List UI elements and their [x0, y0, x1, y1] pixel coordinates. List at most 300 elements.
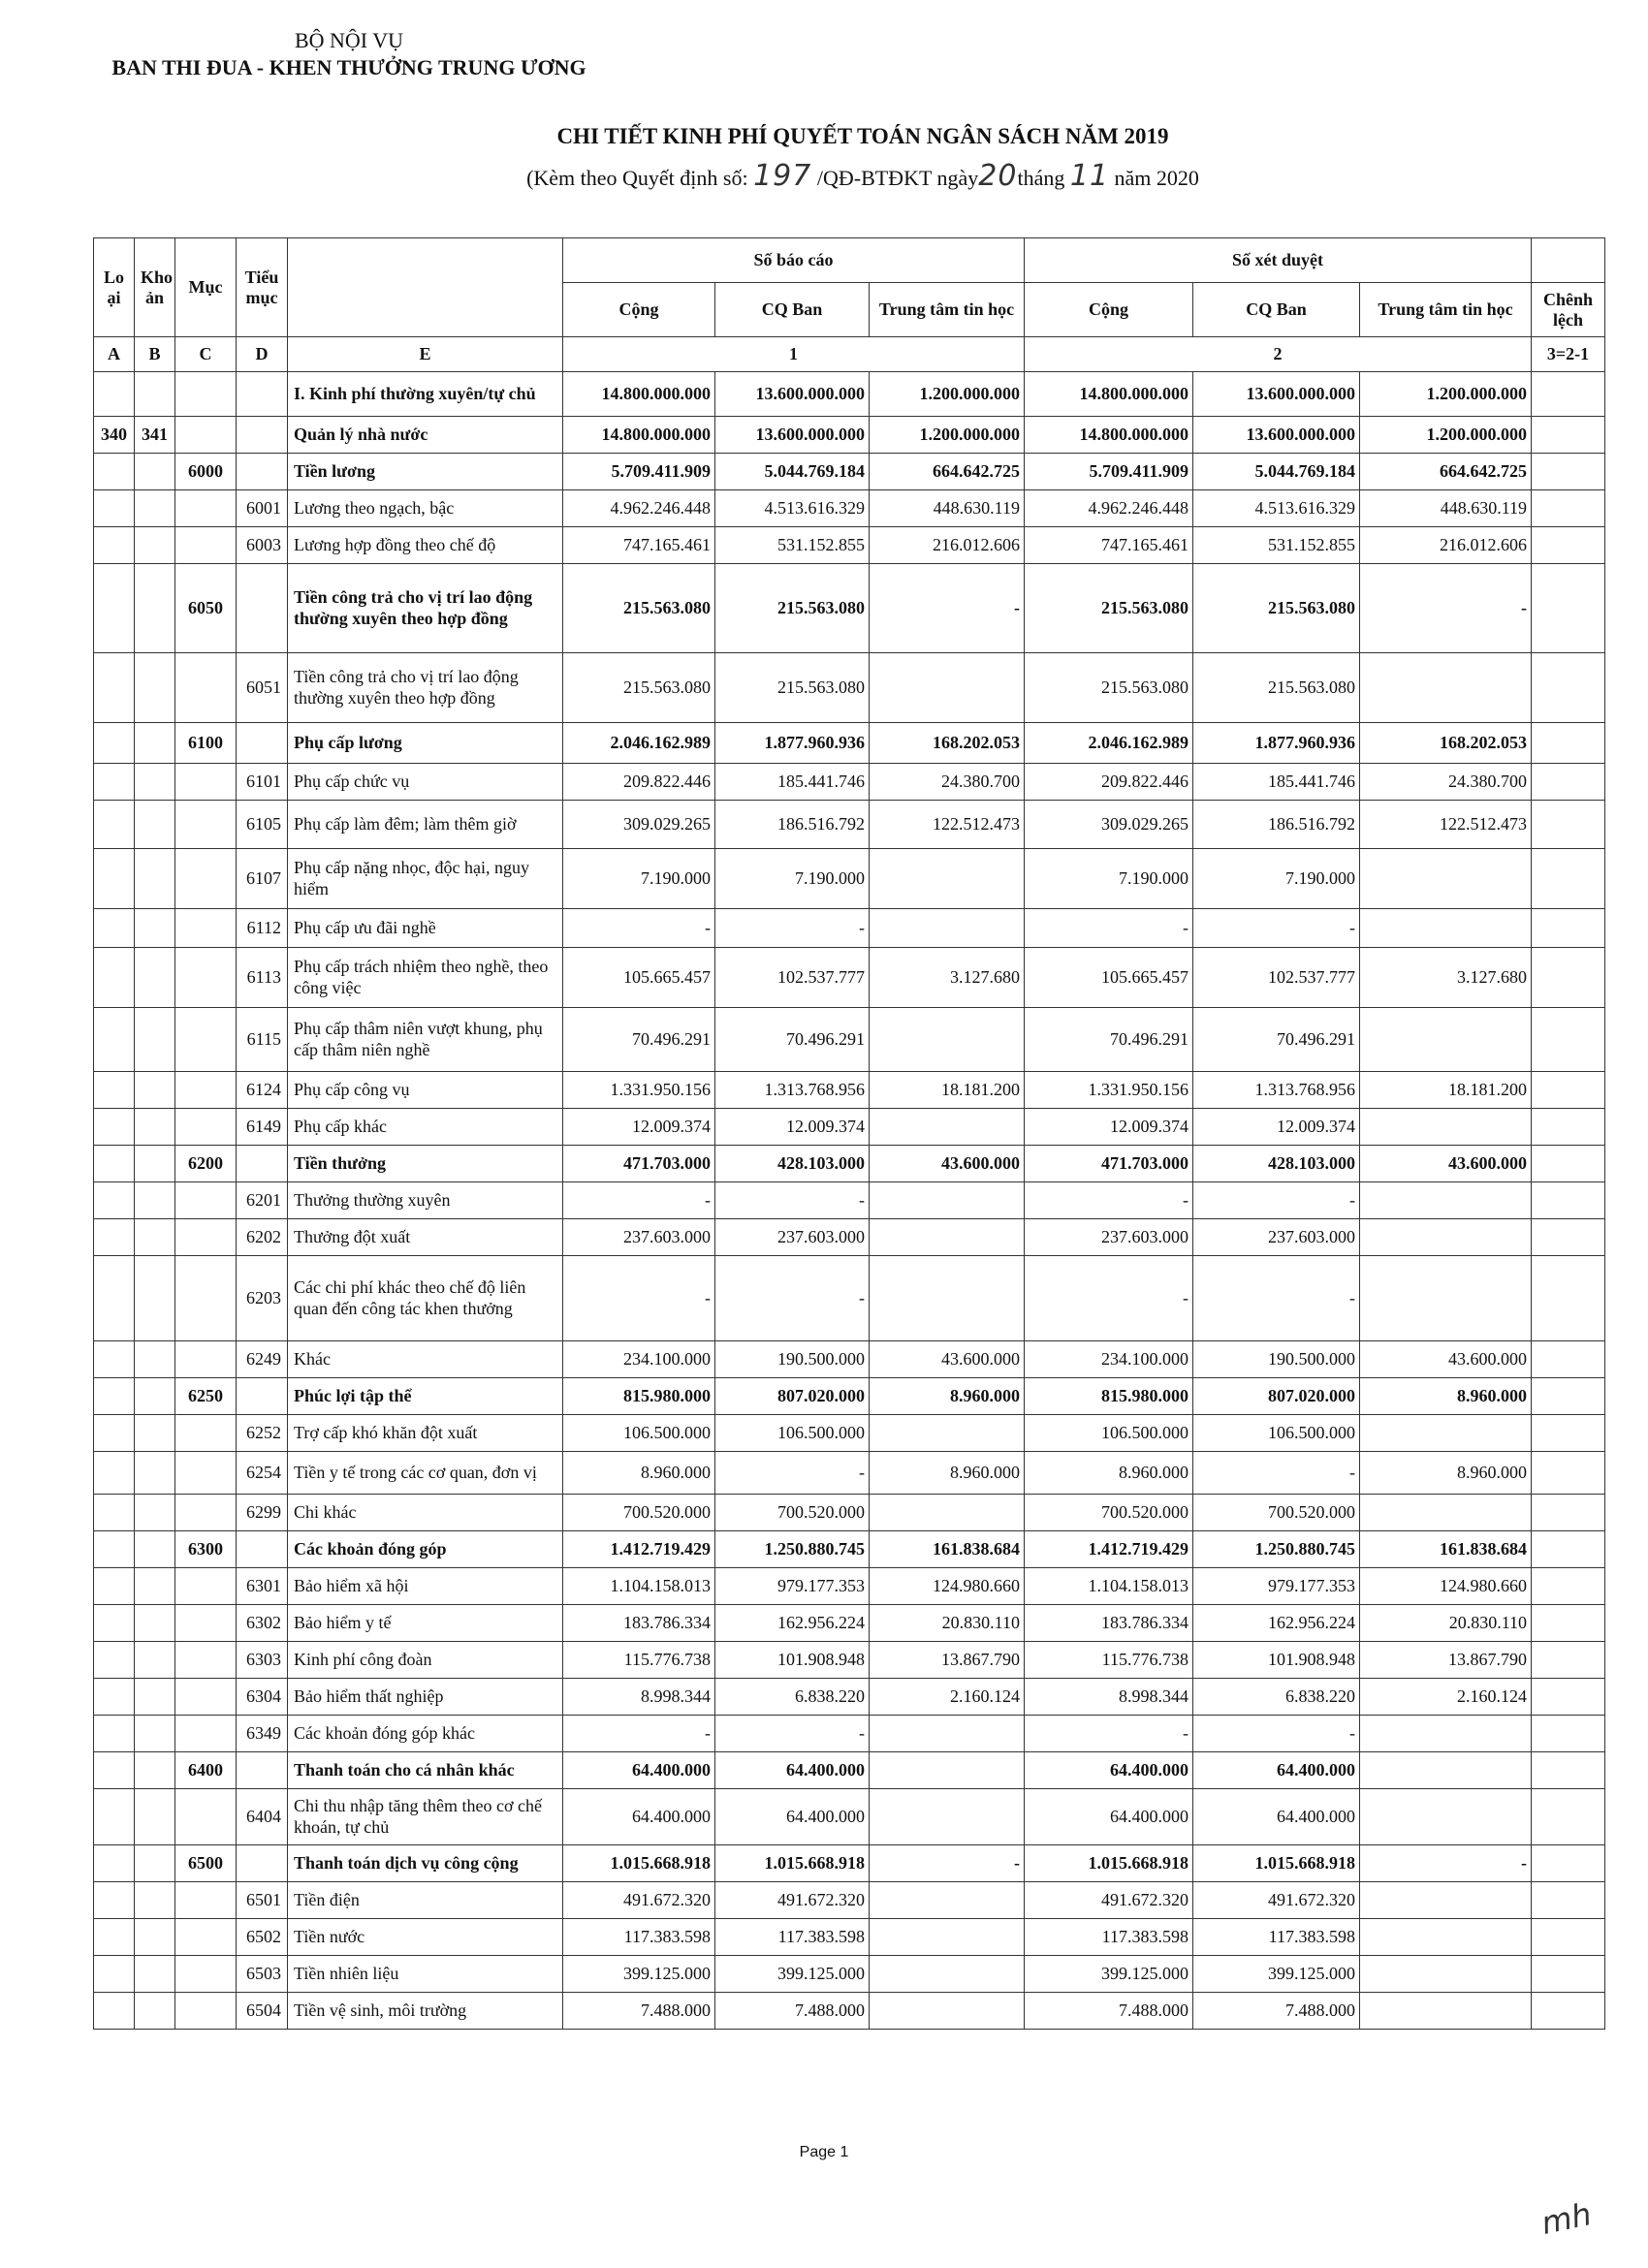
- cell-bc-trung-tam: [870, 1109, 1025, 1146]
- cell-description: Thanh toán cho cá nhân khác: [288, 1752, 563, 1789]
- cell-bc-cong: 209.822.446: [563, 764, 715, 801]
- cell-xd-cong: 309.029.265: [1025, 801, 1193, 849]
- cell-muc: [175, 764, 237, 801]
- cell-bc-cong: 2.046.162.989: [563, 723, 715, 764]
- table-row: [94, 1219, 1605, 1256]
- cell-xd-cq-ban: 1.877.960.936: [1193, 723, 1360, 764]
- table-row: [94, 417, 1605, 454]
- cell-bc-trung-tam: [870, 1008, 1025, 1072]
- handwritten-month: 11: [1069, 159, 1110, 193]
- cell-bc-cq-ban: -: [715, 909, 870, 948]
- cell-muc: [175, 1452, 237, 1495]
- idx-e: E: [288, 337, 563, 372]
- cell-bc-trung-tam: 43.600.000: [870, 1341, 1025, 1378]
- cell-xd-trung-tam: [1360, 1415, 1532, 1452]
- table-row: [94, 1341, 1605, 1378]
- cell-tieu-muc: 6115: [237, 1008, 288, 1072]
- cell-chenh-lech: [1532, 1605, 1605, 1642]
- table-row: [94, 1109, 1605, 1146]
- cell-muc: [175, 1495, 237, 1531]
- cell-muc: [175, 490, 237, 527]
- cell-tieu-muc: 6502: [237, 1919, 288, 1956]
- cell-tieu-muc: 6501: [237, 1882, 288, 1919]
- table-row: [94, 1882, 1605, 1919]
- cell-tieu-muc: [237, 1531, 288, 1568]
- cell-bc-cong: 14.800.000.000: [563, 372, 715, 417]
- cell-bc-cong: 471.703.000: [563, 1146, 715, 1182]
- cell-loai: [94, 1993, 135, 2030]
- cell-bc-trung-tam: 20.830.110: [870, 1605, 1025, 1642]
- cell-xd-cq-ban: 237.603.000: [1193, 1219, 1360, 1256]
- cell-xd-cq-ban: 13.600.000.000: [1193, 417, 1360, 454]
- cell-xd-trung-tam: 8.960.000: [1360, 1378, 1532, 1415]
- cell-xd-trung-tam: 161.838.684: [1360, 1531, 1532, 1568]
- cell-loai: [94, 1415, 135, 1452]
- cell-bc-trung-tam: [870, 1182, 1025, 1219]
- cell-bc-trung-tam: [870, 1789, 1025, 1845]
- idx-a: A: [94, 337, 135, 372]
- cell-bc-cq-ban: 13.600.000.000: [715, 417, 870, 454]
- cell-loai: [94, 1495, 135, 1531]
- cell-xd-trung-tam: [1360, 1219, 1532, 1256]
- cell-khoan: [135, 564, 175, 653]
- cell-loai: [94, 527, 135, 564]
- cell-muc: [175, 948, 237, 1008]
- cell-bc-cq-ban: 185.441.746: [715, 764, 870, 801]
- cell-chenh-lech: [1532, 1679, 1605, 1716]
- cell-bc-cq-ban: 12.009.374: [715, 1109, 870, 1146]
- idx-c: C: [175, 337, 237, 372]
- table-header: [94, 238, 1605, 372]
- cell-tieu-muc: 6112: [237, 909, 288, 948]
- cell-bc-cq-ban: 215.563.080: [715, 653, 870, 723]
- cell-bc-cq-ban: 7.190.000: [715, 849, 870, 909]
- cell-xd-trung-tam: [1360, 1956, 1532, 1993]
- cell-chenh-lech: [1532, 1956, 1605, 1993]
- cell-loai: [94, 1531, 135, 1568]
- cell-xd-cq-ban: 162.956.224: [1193, 1605, 1360, 1642]
- cell-chenh-lech: [1532, 1993, 1605, 2030]
- cell-khoan: [135, 723, 175, 764]
- cell-bc-trung-tam: [870, 1919, 1025, 1956]
- cell-tieu-muc: 6105: [237, 801, 288, 849]
- table-row: [94, 1845, 1605, 1882]
- cell-description: Tiền nước: [288, 1919, 563, 1956]
- cell-description: Tiền thưởng: [288, 1146, 563, 1182]
- cell-xd-cong: 183.786.334: [1025, 1605, 1193, 1642]
- cell-description: Thưởng đột xuất: [288, 1219, 563, 1256]
- cell-tieu-muc: [237, 372, 288, 417]
- cell-description: Tiền vệ sinh, môi trường: [288, 1993, 563, 2030]
- table-row: [94, 1642, 1605, 1679]
- cell-chenh-lech: [1532, 1109, 1605, 1146]
- cell-chenh-lech: [1532, 564, 1605, 653]
- cell-xd-cq-ban: 531.152.855: [1193, 527, 1360, 564]
- cell-bc-cong: -: [563, 1256, 715, 1341]
- table-row: [94, 1919, 1605, 1956]
- cell-xd-cq-ban: 186.516.792: [1193, 801, 1360, 849]
- cell-xd-trung-tam: [1360, 1716, 1532, 1752]
- cell-khoan: [135, 372, 175, 417]
- cell-xd-cq-ban: 215.563.080: [1193, 564, 1360, 653]
- cell-xd-trung-tam: -: [1360, 1845, 1532, 1882]
- cell-bc-cq-ban: 979.177.353: [715, 1568, 870, 1605]
- cell-loai: [94, 1642, 135, 1679]
- cell-muc: [175, 1882, 237, 1919]
- month-label: tháng: [1017, 166, 1065, 190]
- cell-loai: [94, 1919, 135, 1956]
- cell-chenh-lech: [1532, 1256, 1605, 1341]
- cell-muc: [175, 1008, 237, 1072]
- cell-bc-trung-tam: 1.200.000.000: [870, 417, 1025, 454]
- cell-muc: [175, 1568, 237, 1605]
- cell-xd-cong: 700.520.000: [1025, 1495, 1193, 1531]
- cell-bc-cong: 8.960.000: [563, 1452, 715, 1495]
- cell-xd-cq-ban: 5.044.769.184: [1193, 454, 1360, 490]
- cell-xd-cong: 234.100.000: [1025, 1341, 1193, 1378]
- cell-xd-cong: 14.800.000.000: [1025, 372, 1193, 417]
- table-row: [94, 1531, 1605, 1568]
- initials-signature: mh: [1537, 2195, 1595, 2242]
- cell-xd-cong: 399.125.000: [1025, 1956, 1193, 1993]
- col-bc-cong: Cộng: [563, 283, 715, 337]
- table-row: [94, 909, 1605, 948]
- table-row: [94, 454, 1605, 490]
- cell-bc-cq-ban: 700.520.000: [715, 1495, 870, 1531]
- cell-loai: [94, 1072, 135, 1109]
- cell-muc: [175, 417, 237, 454]
- cell-tieu-muc: 6504: [237, 1993, 288, 2030]
- cell-xd-cong: 215.563.080: [1025, 653, 1193, 723]
- cell-xd-cong: 491.672.320: [1025, 1882, 1193, 1919]
- ministry-name: BỘ NỘI VỤ: [294, 28, 404, 52]
- cell-khoan: [135, 1919, 175, 1956]
- cell-xd-cq-ban: 491.672.320: [1193, 1882, 1360, 1919]
- cell-tieu-muc: [237, 723, 288, 764]
- table-row: [94, 1415, 1605, 1452]
- cell-xd-cong: 8.960.000: [1025, 1452, 1193, 1495]
- cell-bc-cq-ban: 428.103.000: [715, 1146, 870, 1182]
- cell-khoan: [135, 1716, 175, 1752]
- cell-bc-cq-ban: 102.537.777: [715, 948, 870, 1008]
- cell-loai: [94, 1956, 135, 1993]
- cell-tieu-muc: 6299: [237, 1495, 288, 1531]
- cell-muc: [175, 1182, 237, 1219]
- cell-bc-cong: 7.488.000: [563, 1993, 715, 2030]
- cell-xd-cq-ban: -: [1193, 909, 1360, 948]
- cell-xd-cong: 4.962.246.448: [1025, 490, 1193, 527]
- cell-xd-cong: 106.500.000: [1025, 1415, 1193, 1452]
- cell-chenh-lech: [1532, 1219, 1605, 1256]
- cell-tieu-muc: 6503: [237, 1956, 288, 1993]
- cell-chenh-lech: [1532, 372, 1605, 417]
- col-tieu-muc: Tiểu mục: [237, 238, 288, 337]
- table-row: [94, 1679, 1605, 1716]
- cell-loai: [94, 909, 135, 948]
- cell-chenh-lech: [1532, 1341, 1605, 1378]
- cell-description: Phụ cấp chức vụ: [288, 764, 563, 801]
- cell-xd-trung-tam: 664.642.725: [1360, 454, 1532, 490]
- cell-bc-cong: 215.563.080: [563, 564, 715, 653]
- cell-bc-trung-tam: 664.642.725: [870, 454, 1025, 490]
- cell-bc-cong: 105.665.457: [563, 948, 715, 1008]
- cell-xd-trung-tam: [1360, 1256, 1532, 1341]
- cell-xd-cong: 12.009.374: [1025, 1109, 1193, 1146]
- cell-tieu-muc: 6051: [237, 653, 288, 723]
- cell-muc: 6250: [175, 1378, 237, 1415]
- cell-bc-cq-ban: 4.513.616.329: [715, 490, 870, 527]
- cell-bc-cq-ban: 6.838.220: [715, 1679, 870, 1716]
- cell-khoan: [135, 1378, 175, 1415]
- cell-xd-cong: 1.331.950.156: [1025, 1072, 1193, 1109]
- cell-muc: [175, 527, 237, 564]
- cell-muc: [175, 1605, 237, 1642]
- cell-bc-cong: 309.029.265: [563, 801, 715, 849]
- cell-chenh-lech: [1532, 1146, 1605, 1182]
- cell-muc: [175, 653, 237, 723]
- cell-xd-cong: 747.165.461: [1025, 527, 1193, 564]
- cell-muc: 6050: [175, 564, 237, 653]
- cell-bc-cong: 237.603.000: [563, 1219, 715, 1256]
- cell-chenh-lech: [1532, 764, 1605, 801]
- cell-bc-trung-tam: 13.867.790: [870, 1642, 1025, 1679]
- cell-description: Phụ cấp làm đêm; làm thêm giờ: [288, 801, 563, 849]
- cell-xd-trung-tam: [1360, 1882, 1532, 1919]
- col-chenh-lech: Chênh lệch: [1532, 283, 1605, 337]
- cell-xd-cong: 2.046.162.989: [1025, 723, 1193, 764]
- cell-muc: [175, 1415, 237, 1452]
- cell-khoan: [135, 1415, 175, 1452]
- cell-xd-trung-tam: [1360, 1109, 1532, 1146]
- cell-chenh-lech: [1532, 849, 1605, 909]
- table-body: [94, 372, 1605, 2030]
- cell-bc-cong: -: [563, 909, 715, 948]
- cell-bc-cq-ban: 807.020.000: [715, 1378, 870, 1415]
- cell-description: Khác: [288, 1341, 563, 1378]
- cell-xd-trung-tam: 124.980.660: [1360, 1568, 1532, 1605]
- cell-xd-cq-ban: 64.400.000: [1193, 1789, 1360, 1845]
- cell-description: Tiền công trả cho vị trí lao động thường xuyên theo hợp đồng: [288, 653, 563, 723]
- cell-bc-trung-tam: [870, 1415, 1025, 1452]
- cell-xd-trung-tam: [1360, 1789, 1532, 1845]
- cell-chenh-lech: [1532, 909, 1605, 948]
- cell-loai: [94, 723, 135, 764]
- cell-tieu-muc: 6003: [237, 527, 288, 564]
- cell-xd-cq-ban: 6.838.220: [1193, 1679, 1360, 1716]
- cell-chenh-lech: [1532, 653, 1605, 723]
- cell-loai: [94, 1109, 135, 1146]
- cell-loai: [94, 1845, 135, 1882]
- cell-muc: [175, 1072, 237, 1109]
- cell-bc-trung-tam: 24.380.700: [870, 764, 1025, 801]
- cell-bc-trung-tam: -: [870, 564, 1025, 653]
- cell-xd-cong: -: [1025, 909, 1193, 948]
- cell-xd-cong: 215.563.080: [1025, 564, 1193, 653]
- cell-loai: [94, 653, 135, 723]
- table-row: [94, 1495, 1605, 1531]
- cell-xd-cong: -: [1025, 1182, 1193, 1219]
- cell-chenh-lech: [1532, 1568, 1605, 1605]
- cell-xd-cq-ban: -: [1193, 1182, 1360, 1219]
- cell-xd-cong: 8.998.344: [1025, 1679, 1193, 1716]
- cell-loai: [94, 1219, 135, 1256]
- cell-khoan: [135, 1109, 175, 1146]
- cell-tieu-muc: 6107: [237, 849, 288, 909]
- cell-bc-cq-ban: 101.908.948: [715, 1642, 870, 1679]
- cell-xd-cong: 237.603.000: [1025, 1219, 1193, 1256]
- cell-xd-trung-tam: [1360, 1182, 1532, 1219]
- cell-description: Các khoản đóng góp: [288, 1531, 563, 1568]
- cell-xd-trung-tam: [1360, 1008, 1532, 1072]
- title-block: [145, 124, 1580, 193]
- cell-xd-cong: 5.709.411.909: [1025, 454, 1193, 490]
- cell-tieu-muc: 6113: [237, 948, 288, 1008]
- cell-chenh-lech: [1532, 1882, 1605, 1919]
- cell-chenh-lech: [1532, 1378, 1605, 1415]
- cell-xd-cong: 14.800.000.000: [1025, 417, 1193, 454]
- table-row: [94, 1956, 1605, 1993]
- cell-bc-trung-tam: [870, 1882, 1025, 1919]
- cell-khoan: [135, 801, 175, 849]
- cell-xd-cq-ban: 399.125.000: [1193, 1956, 1360, 1993]
- cell-xd-cq-ban: 979.177.353: [1193, 1568, 1360, 1605]
- cell-xd-cong: 117.383.598: [1025, 1919, 1193, 1956]
- cell-bc-cong: 117.383.598: [563, 1919, 715, 1956]
- cell-description: Phụ cấp khác: [288, 1109, 563, 1146]
- cell-chenh-lech: [1532, 454, 1605, 490]
- cell-bc-cong: 106.500.000: [563, 1415, 715, 1452]
- cell-khoan: [135, 1495, 175, 1531]
- cell-bc-trung-tam: [870, 1752, 1025, 1789]
- cell-bc-trung-tam: [870, 653, 1025, 723]
- cell-description: Thanh toán dịch vụ công cộng: [288, 1845, 563, 1882]
- cell-description: Bảo hiểm xã hội: [288, 1568, 563, 1605]
- cell-bc-cong: 4.962.246.448: [563, 490, 715, 527]
- cell-tieu-muc: 6249: [237, 1341, 288, 1378]
- cell-bc-trung-tam: 168.202.053: [870, 723, 1025, 764]
- cell-tieu-muc: 6302: [237, 1605, 288, 1642]
- cell-tieu-muc: 6349: [237, 1716, 288, 1752]
- cell-muc: [175, 1219, 237, 1256]
- cell-description: Tiền lương: [288, 454, 563, 490]
- cell-bc-cong: 64.400.000: [563, 1752, 715, 1789]
- cell-loai: [94, 1882, 135, 1919]
- cell-bc-cq-ban: 162.956.224: [715, 1605, 870, 1642]
- cell-bc-cq-ban: 237.603.000: [715, 1219, 870, 1256]
- cell-muc: [175, 1256, 237, 1341]
- cell-muc: [175, 1109, 237, 1146]
- cell-bc-cq-ban: 215.563.080: [715, 564, 870, 653]
- cell-muc: [175, 1341, 237, 1378]
- table-row: [94, 801, 1605, 849]
- cell-xd-cq-ban: 4.513.616.329: [1193, 490, 1360, 527]
- cell-bc-cq-ban: 1.313.768.956: [715, 1072, 870, 1109]
- cell-tieu-muc: 6304: [237, 1679, 288, 1716]
- cell-bc-trung-tam: [870, 1956, 1025, 1993]
- cell-muc: 6100: [175, 723, 237, 764]
- cell-xd-trung-tam: -: [1360, 564, 1532, 653]
- cell-bc-cong: 5.709.411.909: [563, 454, 715, 490]
- cell-tieu-muc: 6254: [237, 1452, 288, 1495]
- cell-xd-cq-ban: 7.488.000: [1193, 1993, 1360, 2030]
- cell-khoan: [135, 909, 175, 948]
- cell-bc-cong: 8.998.344: [563, 1679, 715, 1716]
- cell-xd-trung-tam: 18.181.200: [1360, 1072, 1532, 1109]
- cell-xd-cq-ban: 428.103.000: [1193, 1146, 1360, 1182]
- cell-xd-cong: 64.400.000: [1025, 1752, 1193, 1789]
- table-row: [94, 1378, 1605, 1415]
- cell-description: Lương theo ngạch, bậc: [288, 490, 563, 527]
- cell-bc-cong: 12.009.374: [563, 1109, 715, 1146]
- cell-xd-cq-ban: 190.500.000: [1193, 1341, 1360, 1378]
- cell-description: Các khoản đóng góp khác: [288, 1716, 563, 1752]
- cell-xd-trung-tam: 13.867.790: [1360, 1642, 1532, 1679]
- cell-bc-trung-tam: 8.960.000: [870, 1378, 1025, 1415]
- cell-xd-cq-ban: 70.496.291: [1193, 1008, 1360, 1072]
- cell-description: Phụ cấp nặng nhọc, độc hại, nguy hiểm: [288, 849, 563, 909]
- cell-bc-trung-tam: 216.012.606: [870, 527, 1025, 564]
- cell-xd-cq-ban: 64.400.000: [1193, 1752, 1360, 1789]
- table-row: [94, 1452, 1605, 1495]
- cell-muc: 6400: [175, 1752, 237, 1789]
- cell-chenh-lech: [1532, 1415, 1605, 1452]
- col-muc: Mục: [175, 238, 237, 337]
- cell-bc-cq-ban: 1.877.960.936: [715, 723, 870, 764]
- table-row: [94, 372, 1605, 417]
- cell-loai: [94, 849, 135, 909]
- cell-muc: 6200: [175, 1146, 237, 1182]
- cell-description: Tiền nhiên liệu: [288, 1956, 563, 1993]
- cell-xd-cong: 105.665.457: [1025, 948, 1193, 1008]
- cell-bc-trung-tam: [870, 1993, 1025, 2030]
- cell-loai: [94, 1752, 135, 1789]
- cell-tieu-muc: 6101: [237, 764, 288, 801]
- cell-bc-cong: 815.980.000: [563, 1378, 715, 1415]
- cell-chenh-lech: [1532, 948, 1605, 1008]
- cell-khoan: [135, 1956, 175, 1993]
- cell-bc-cong: 64.400.000: [563, 1789, 715, 1845]
- cell-tieu-muc: 6001: [237, 490, 288, 527]
- cell-bc-cq-ban: 5.044.769.184: [715, 454, 870, 490]
- cell-bc-trung-tam: 124.980.660: [870, 1568, 1025, 1605]
- cell-xd-trung-tam: [1360, 1752, 1532, 1789]
- col-loai: Lo ại: [94, 238, 135, 337]
- cell-tieu-muc: [237, 417, 288, 454]
- cell-tieu-muc: [237, 1752, 288, 1789]
- cell-bc-cq-ban: -: [715, 1716, 870, 1752]
- cell-tieu-muc: [237, 1378, 288, 1415]
- cell-khoan: [135, 1845, 175, 1882]
- cell-xd-cq-ban: 807.020.000: [1193, 1378, 1360, 1415]
- col-xd-cq-ban: CQ Ban: [1193, 283, 1360, 337]
- col-e: [288, 238, 563, 337]
- cell-xd-cong: 815.980.000: [1025, 1378, 1193, 1415]
- cell-muc: [175, 801, 237, 849]
- cell-xd-trung-tam: [1360, 653, 1532, 723]
- cell-chenh-lech: [1532, 723, 1605, 764]
- idx-b: B: [135, 337, 175, 372]
- cell-bc-trung-tam: 1.200.000.000: [870, 372, 1025, 417]
- cell-muc: [175, 1679, 237, 1716]
- cell-muc: [175, 1789, 237, 1845]
- cell-xd-cong: 70.496.291: [1025, 1008, 1193, 1072]
- table-row: [94, 1072, 1605, 1109]
- cell-loai: [94, 1256, 135, 1341]
- cell-chenh-lech: [1532, 1495, 1605, 1531]
- cell-bc-cong: 1.104.158.013: [563, 1568, 715, 1605]
- cell-chenh-lech: [1532, 1716, 1605, 1752]
- cell-muc: [175, 1716, 237, 1752]
